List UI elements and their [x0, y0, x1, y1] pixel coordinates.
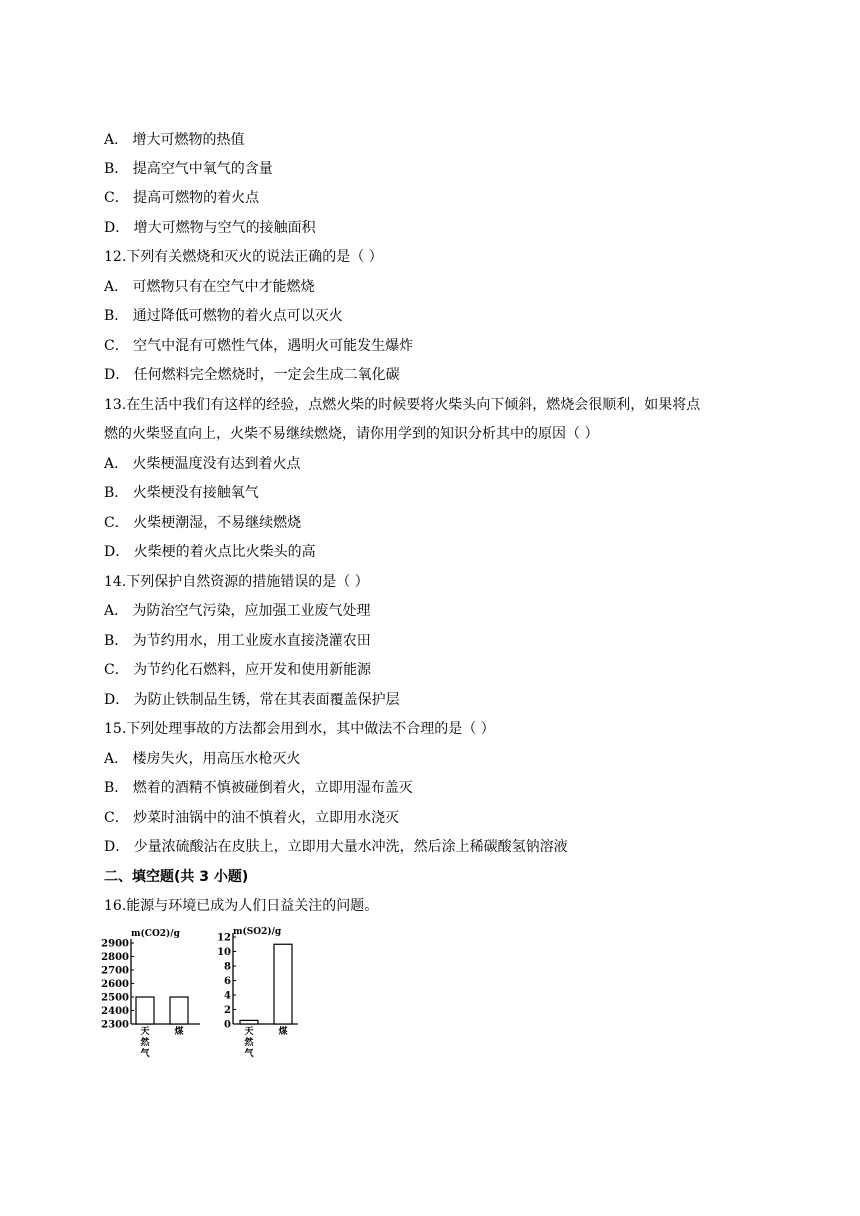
q12-option-a: A． 可燃物只有在空气中才能燃烧 — [104, 279, 315, 295]
q13-stem-line1: 13.在生活中我们有这样的经验，点燃火柴的时候要将火柴头向下倾斜，燃烧会很顺利，如果将点 — [104, 397, 701, 413]
q12-option-d: D． 任何燃料完全燃烧时，一定会生成二氧化碳 — [104, 367, 400, 383]
chart-1-tick-label: 2600 — [101, 979, 129, 990]
q14-option-b: B． 为节约用水，用工业废水直接浇灌农田 — [104, 633, 371, 649]
q15-option-a: A． 楼房失火，用高压水枪灭火 — [104, 751, 301, 767]
chart-1-tick-label: 2900 — [101, 938, 129, 950]
chart-2-category-label: 天然气 — [244, 1027, 254, 1059]
q14-option-a: A． 为防治空气污染，应加强工业废气处理 — [104, 603, 371, 619]
chart-2-tick-label: 2 — [224, 1005, 231, 1016]
bar-charts — [100, 922, 330, 1072]
chart-1-bar — [170, 997, 188, 1024]
q15-option-b: B． 燃着的酒精不慎被碰倒着火，立即用湿布盖灭 — [104, 780, 413, 796]
q14-option-c: C． 为节约化石燃料，应开发和使用新能源 — [104, 662, 372, 678]
q15-stem: 15.下列处理事故的方法都会用到水，其中做法不合理的是（ ） — [104, 721, 495, 737]
q14-option-d: D． 为防止铁制品生锈，常在其表面覆盖保护层 — [104, 692, 400, 708]
q14-stem: 14.下列保护自然资源的措施错误的是（ ） — [104, 574, 369, 590]
chart-2-tick-label: 12 — [217, 932, 231, 944]
bar-charts-svg — [100, 922, 330, 1072]
q13-option-a: A． 火柴梗温度没有达到着火点 — [104, 456, 301, 472]
q12-stem: 12.下列有关燃烧和灭火的说法正确的是（ ） — [104, 249, 383, 265]
q11-option-d: D． 增大可燃物与空气的接触面积 — [104, 220, 316, 236]
chart-1-tick-label: 2400 — [101, 1006, 129, 1017]
q15-option-c: C． 炒菜时油锅中的油不慎着火，立即用水浇灭 — [104, 810, 400, 826]
chart-2-bar — [240, 1020, 258, 1024]
q16-stem: 16.能源与环境已成为人们日益关注的问题。 — [104, 898, 379, 914]
chart-2-tick-label: 6 — [224, 976, 231, 987]
q13-option-c: C． 火柴梗潮湿，不易继续燃烧 — [104, 515, 302, 531]
section-title: 二、填空题(共 3 小题) — [104, 869, 249, 885]
q15-option-d: D． 少量浓硫酸沾在皮肤上，立即用大量水冲洗，然后涂上稀碳酸氢钠溶液 — [104, 839, 568, 855]
chart-2-tick-label: 4 — [224, 990, 231, 1002]
q12-option-b: B． 通过降低可燃物的着火点可以灭火 — [104, 308, 343, 324]
chart-2-category-label: 煤 — [278, 1027, 288, 1037]
q12-option-c: C． 空气中混有可燃性气体，遇明火可能发生爆炸 — [104, 338, 414, 354]
chart-1-bar — [136, 997, 154, 1024]
chart-2-tick-label: 8 — [224, 961, 231, 973]
q11-option-c: C． 提高可燃物的着火点 — [104, 190, 260, 206]
q11-option-b: B． 提高空气中氧气的含量 — [104, 161, 273, 177]
chart-2-bar — [274, 944, 292, 1024]
chart-1-ylabel: m(CO2)/g — [131, 929, 180, 939]
chart-1-tick-label: 2500 — [101, 992, 129, 1004]
q13-option-d: D． 火柴梗的着火点比火柴头的高 — [104, 544, 316, 560]
chart-1-category-label: 煤 — [174, 1027, 184, 1037]
chart-2-tick-label: 10 — [217, 947, 231, 958]
chart-2-ylabel: m(SO2)/g — [233, 927, 282, 937]
chart-1-tick-label: 2800 — [101, 952, 129, 963]
chart-1-tick-label: 2700 — [101, 965, 129, 977]
q13-option-b: B． 火柴梗没有接触氧气 — [104, 485, 259, 501]
q13-stem-line2: 燃的火柴竖直向上，火柴不易继续燃烧，请你用学到的知识分析其中的原因（ ） — [104, 426, 599, 442]
chart-1-category-label: 天然气 — [140, 1027, 150, 1059]
chart-1-tick-label: 2300 — [101, 1019, 129, 1031]
q11-option-a: A． 增大可燃物的热值 — [104, 132, 245, 148]
chart-2-tick-label: 0 — [224, 1019, 231, 1031]
